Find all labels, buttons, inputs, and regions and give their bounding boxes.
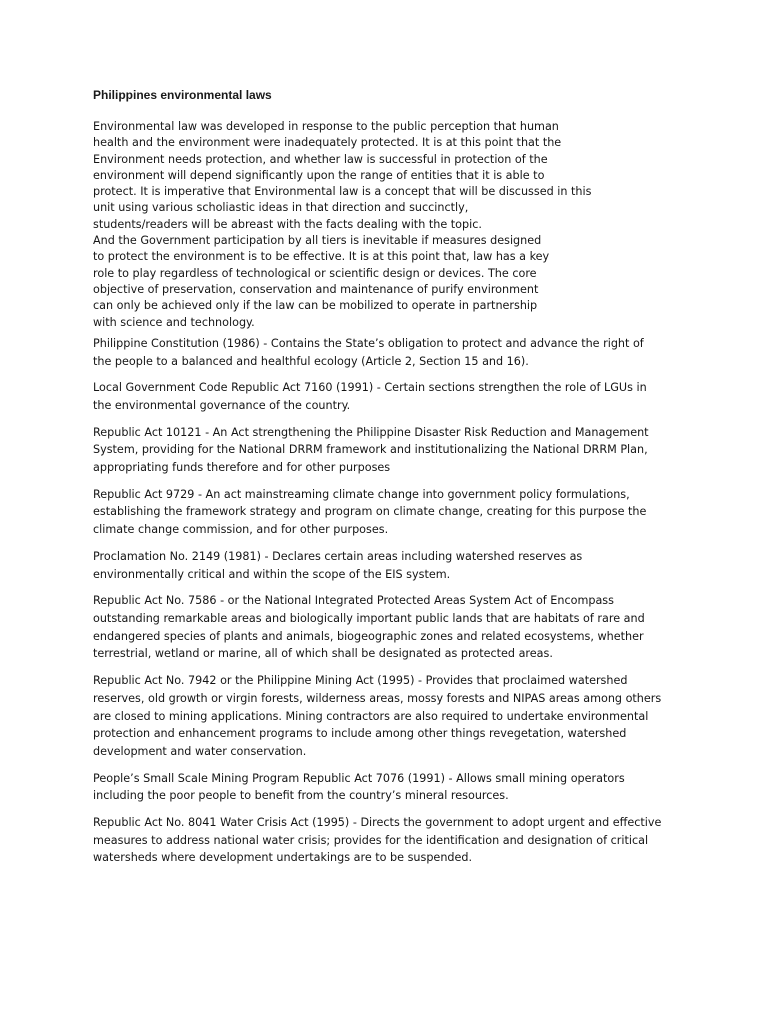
law-entry-proclamation-2149 xyxy=(93,548,693,583)
law-entry-ra-10121 xyxy=(93,424,693,477)
law-line: Republic Act No. 7942 or the Philippine Mining Act (1995) - Provides that proclaimed watershed xyxy=(93,674,628,688)
law-entry-ra-8041 xyxy=(93,814,693,867)
law-line: System, providing for the National DRRM framework and institutionalizing the National DRRM Plan, xyxy=(93,443,648,457)
law-line: Republic Act No. 7586 - or the National Integrated Protected Areas System Act of Encompass xyxy=(93,594,614,608)
law-line: Republic Act 9729 - An act mainstreaming climate change into government policy formulations, xyxy=(93,487,630,501)
intro-line: unit using various scholiastic ideas in that direction and succinctly, xyxy=(93,201,469,215)
law-line: establishing the framework strategy and program on climate change, creating for this purpose the xyxy=(93,505,647,519)
law-line: People’s Small Scale Mining Program Republic Act 7076 (1991) - Allows small mining operators xyxy=(93,771,625,785)
law-line: Republic Act 10121 - An Act strengthening the Philippine Disaster Risk Reduction and Management xyxy=(93,425,649,439)
intro-line: to protect the environment is to be effective. It is at this point that, law has a key xyxy=(93,250,550,264)
intro-line: And the Government participation by all tiers is inevitable if measures designed xyxy=(93,234,542,248)
intro-line: environment will depend significantly upon the range of entities that it is able to xyxy=(93,168,545,182)
law-entry-ra-7942 xyxy=(93,672,693,761)
law-entry-ra-9729 xyxy=(93,486,693,539)
law-line: the people to a balanced and healthful ecology (Article 2, Section 15 and 16). xyxy=(93,354,529,368)
intro-line: health and the environment were inadequately protected. It is at this point that the xyxy=(93,136,562,150)
intro-line: Environment needs protection, and whether law is successful in protection of the xyxy=(93,152,548,166)
intro-line: can only be achieved only if the law can be mobilized to operate in partnership xyxy=(93,299,538,313)
law-line: Philippine Constitution (1986) - Contains the State’s obligation to protect and advance the right of xyxy=(93,336,644,350)
intro-paragraph xyxy=(93,119,693,331)
law-line: climate change commission, and for other purposes. xyxy=(93,523,389,537)
document-body xyxy=(93,87,693,876)
law-line: the environmental governance of the country. xyxy=(93,398,351,412)
law-line: environmentally critical and within the scope of the EIS system. xyxy=(93,567,451,581)
law-line: development and water conservation. xyxy=(93,744,307,758)
law-line: watersheds where development undertakings are to be suspended. xyxy=(93,851,473,865)
document-title: Philippines environmental laws xyxy=(93,88,272,102)
intro-line: students/readers will be abreast with the facts dealing with the topic. xyxy=(93,217,482,231)
intro-line: role to play regardless of technological or scientific design or devices. The core xyxy=(93,266,537,280)
law-entry-local-government-code xyxy=(93,379,693,414)
intro-line: protect. It is imperative that Environmental law is a concept that will be discussed in this xyxy=(93,185,592,199)
intro-line: objective of preservation, conservation and maintenance of purify environment xyxy=(93,282,539,296)
law-line: Proclamation No. 2149 (1981) - Declares certain areas including watershed reserves as xyxy=(93,549,583,563)
law-line: outstanding remarkable areas and biologically important public lands that are habitats of rare and xyxy=(93,612,645,625)
intro-line: with science and technology. xyxy=(93,315,255,329)
law-line: Local Government Code Republic Act 7160 (1991) - Certain sections strengthen the role of LGUs in xyxy=(93,381,647,395)
law-line: Republic Act No. 8041 Water Crisis Act (1995) - Directs the government to adopt urgent and effective xyxy=(93,816,662,830)
law-entry-constitution xyxy=(93,335,693,370)
law-line: measures to address national water crisis; provides for the identification and designation of critical xyxy=(93,833,649,847)
law-entry-ra-7076 xyxy=(93,770,693,805)
law-line: terrestrial, wetland or marine, all of which shall be designated as protected areas. xyxy=(93,647,553,661)
law-line: reserves, old growth or virgin forests, wilderness areas, mossy forests and NIPAS areas among others xyxy=(93,691,662,705)
law-line: including the poor people to benefit from the country’s mineral resources. xyxy=(93,789,509,803)
law-line: endangered species of plants and animals, biogeographic zones and related ecosystems, whether xyxy=(93,629,644,643)
law-entry-ra-7586 xyxy=(93,592,693,663)
law-line: protection and enhancement programs to include among other things revegetation, watershed xyxy=(93,727,627,741)
intro-line: Environmental law was developed in response to the public perception that human xyxy=(93,120,559,133)
law-line: are closed to mining applications. Mining contractors are also required to undertake environmental xyxy=(93,709,649,723)
law-line: appropriating funds therefore and for other purposes xyxy=(93,461,391,475)
